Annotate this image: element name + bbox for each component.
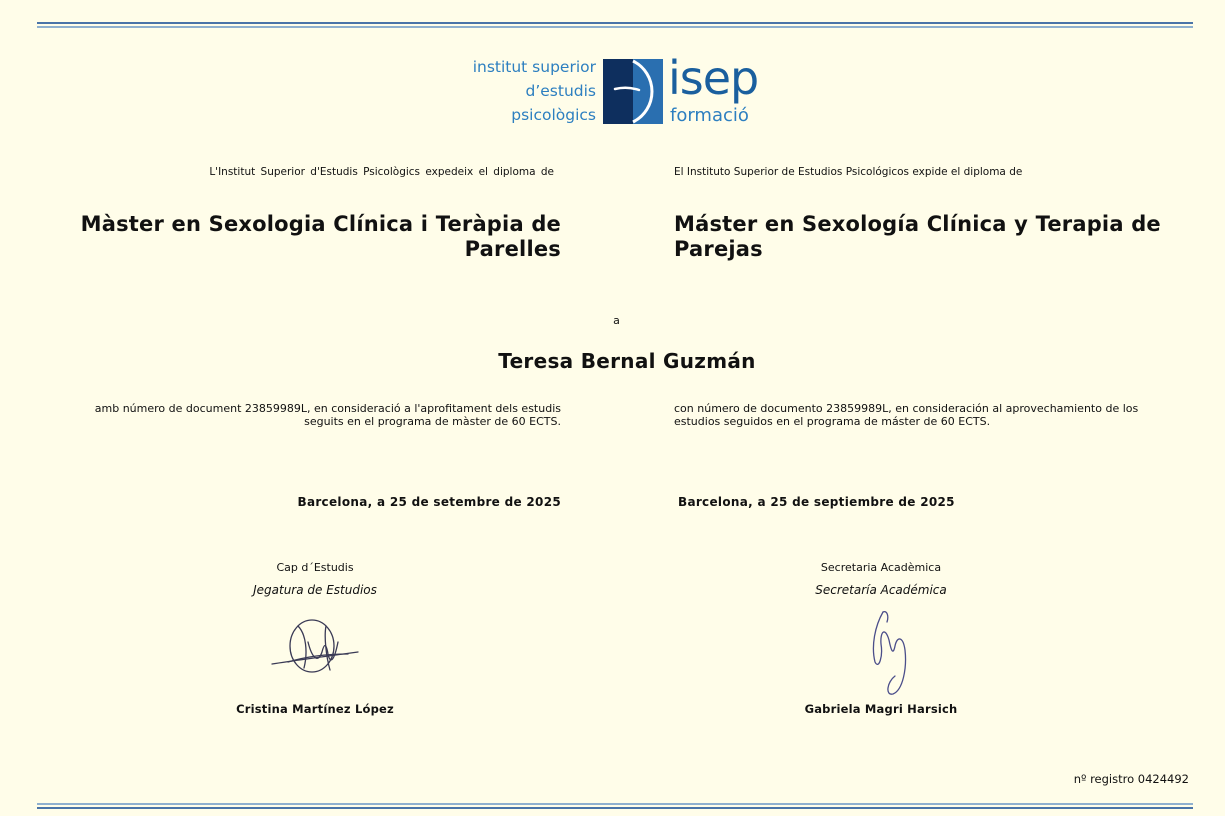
date-spanish: Barcelona, a 25 de septiembre de 2025 <box>678 495 955 509</box>
logo-institution-name <box>440 55 596 127</box>
signature-1 <box>268 612 364 680</box>
signatory-2-name: Gabriela Magri Harsich <box>804 702 958 716</box>
logo-line-1: institut superior <box>472 58 596 76</box>
logo-subtitle: formació <box>670 105 749 126</box>
signature-2 <box>863 606 923 700</box>
signatory-2-role: Secretaria Acadèmica <box>820 561 942 574</box>
top-border <box>37 22 1193 28</box>
degree-title-spanish: Máster en Sexología Clínica y Terapia de Parejas <box>674 212 1161 261</box>
degree-title-catalan: Màster en Sexologia Clínica i Teràpia de Parelles <box>80 212 561 261</box>
preposition-a: a <box>613 314 620 327</box>
recipient-name: Teresa Bernal Guzmán <box>498 349 756 373</box>
date-catalan: Barcelona, a 25 de setembre de 2025 <box>297 495 561 509</box>
intro-catalan: L'Institut Superior d'Estudis Psicològics expedeix el diploma de <box>209 166 554 178</box>
signatory-1-role-spanish: Jegatura de Estudios <box>253 583 377 597</box>
bottom-border <box>37 803 1193 809</box>
logo-brand: isep <box>668 51 759 105</box>
signatory-2-role-spanish: Secretaría Académica <box>815 583 947 597</box>
signatory-1-name: Cristina Martínez López <box>236 702 394 716</box>
body-spanish: con número de documento 23859989L, en consideración al aprovechamiento de los estudios seguidos en el programa de máster de 60 ECTS. <box>674 402 1139 428</box>
intro-spanish: El Instituto Superior de Estudios Psicológicos expide el diploma de <box>674 166 1023 178</box>
logo-line-3: psicològics <box>511 106 596 124</box>
body-catalan: amb número de document 23859989L, en consideració a l'aprofitament dels estudis seguits en el programa de màster de 60 ECTS. <box>94 402 561 428</box>
isep-logo-icon <box>603 59 663 124</box>
logo-line-2: d’estudis <box>525 82 596 100</box>
registry-number: nº registro 0424492 <box>1073 772 1189 786</box>
signatory-1-role: Cap d´Estudis <box>276 561 354 574</box>
